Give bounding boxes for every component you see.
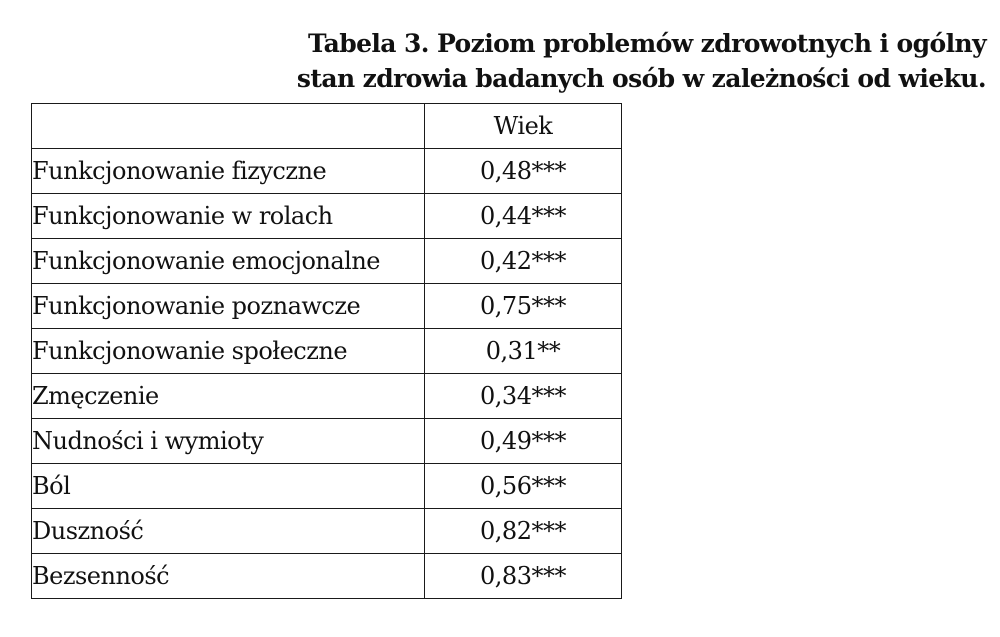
row-value: 0,44*** [425, 194, 622, 239]
row-label: Nudności i wymioty [32, 419, 425, 464]
table-row [32, 374, 622, 419]
row-value: 0,56*** [425, 464, 622, 509]
row-label: Funkcjonowanie w rolach [32, 194, 425, 239]
row-label: Bezsenność [32, 554, 425, 599]
row-label: Ból [32, 464, 425, 509]
row-label: Duszność [32, 509, 425, 554]
header-wiek-cell: Wiek [425, 104, 622, 149]
row-label: Funkcjonowanie poznawcze [32, 284, 425, 329]
table-row [32, 284, 622, 329]
results-table [31, 103, 622, 599]
table-header-row [32, 104, 622, 149]
table-row [32, 149, 622, 194]
table-row [32, 239, 622, 284]
row-value: 0,42*** [425, 239, 622, 284]
row-label: Funkcjonowanie emocjonalne [32, 239, 425, 284]
row-label: Funkcjonowanie fizyczne [32, 149, 425, 194]
table-row [32, 464, 622, 509]
row-value: 0,82*** [425, 509, 622, 554]
table-row [32, 329, 622, 374]
row-value: 0,49*** [425, 419, 622, 464]
caption-line-2: stan zdrowia badanych osób w zależności od wieku. [296, 64, 986, 93]
table-row [32, 554, 622, 599]
table-row [32, 194, 622, 239]
table-row [32, 509, 622, 554]
row-value: 0,34*** [425, 374, 622, 419]
row-label: Funkcjonowanie społeczne [32, 329, 425, 374]
row-label: Zmęczenie [32, 374, 425, 419]
table-caption [286, 26, 986, 96]
row-value: 0,48*** [425, 149, 622, 194]
table-row [32, 419, 622, 464]
row-value: 0,75*** [425, 284, 622, 329]
header-empty-cell [32, 104, 425, 149]
row-value: 0,31** [425, 329, 622, 374]
row-value: 0,83*** [425, 554, 622, 599]
caption-line-1: Tabela 3. Poziom problemów zdrowotnych i ogólny [308, 29, 986, 58]
